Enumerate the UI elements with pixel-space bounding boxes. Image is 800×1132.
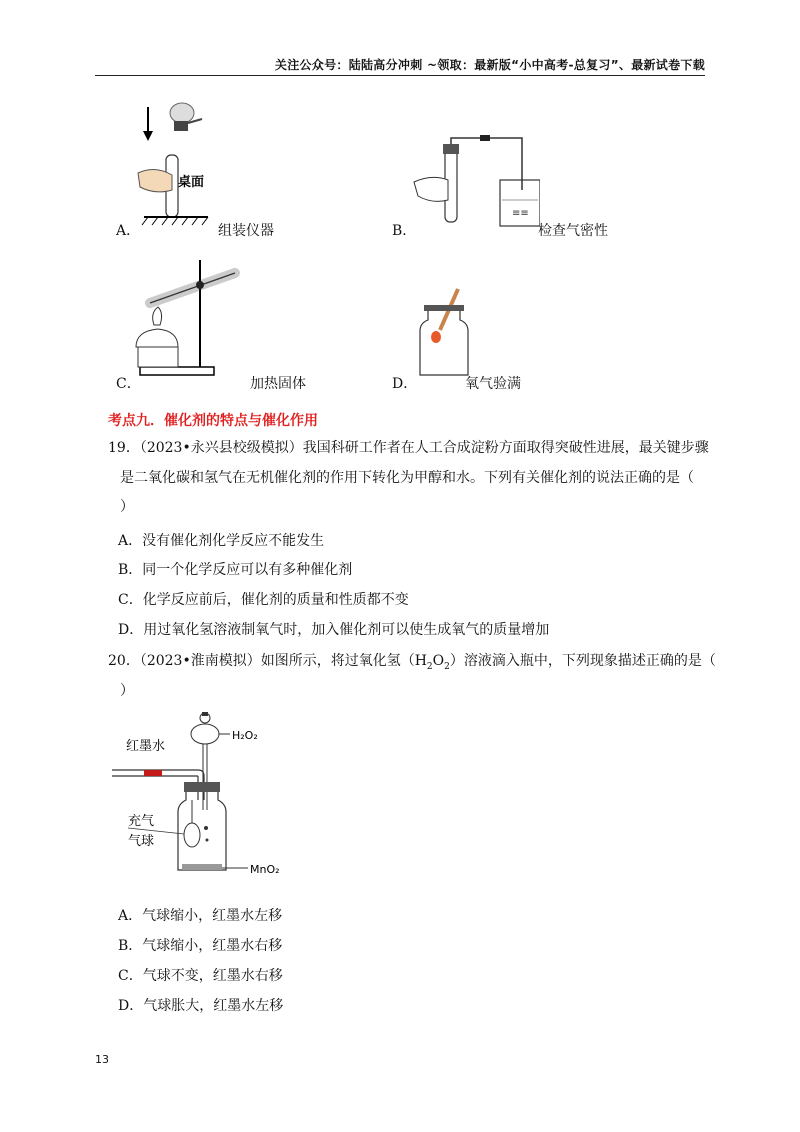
figure-a-assemble xyxy=(130,95,220,230)
header-rule xyxy=(95,75,705,76)
q19-line3: ） xyxy=(120,499,134,515)
label-red-ink: 红墨水 xyxy=(126,739,166,754)
figure-d-caption: 氧气验满 xyxy=(465,376,521,392)
figure-b-caption: 检查气密性 xyxy=(538,223,608,239)
figure-b-letter: B． xyxy=(392,223,417,239)
q20-suffix: ）溶液滴入瓶中，下列现象描述正确的是（ xyxy=(449,653,716,669)
q20-sub-2: 2 xyxy=(444,661,450,672)
figure-c-caption: 加热固体 xyxy=(250,376,306,392)
figure-c-heating xyxy=(130,255,250,380)
figure-d-oxygen-test xyxy=(410,285,480,380)
q20-option-c[interactable]: C．气球不变，红墨水右移 xyxy=(118,968,283,984)
page-header: 关注公众号：陆陆高分冲刺 ~领取：最新版“小中高考-总复习”、最新试卷下载 xyxy=(274,58,705,72)
q20-formula-h: H xyxy=(414,653,427,669)
figure-a-label: 桌面 xyxy=(178,175,205,190)
figure-a-caption: 组装仪器 xyxy=(218,223,274,239)
figure-c-letter: C． xyxy=(116,376,141,392)
figure-d-letter: D． xyxy=(392,376,418,392)
figure-a-letter: A． xyxy=(116,223,141,239)
label-balloon-1: 充气 xyxy=(128,814,155,829)
q20-apparatus-figure xyxy=(108,700,298,885)
q19-option-a[interactable]: A．没有催化剂化学反应不能发生 xyxy=(118,533,325,549)
label-h2o2: H₂O₂ xyxy=(232,729,258,742)
q20-line1 xyxy=(108,651,716,677)
label-mno2: MnO₂ xyxy=(250,863,280,876)
label-balloon-2: 气球 xyxy=(128,834,155,849)
page-number: 13 xyxy=(95,1053,109,1066)
svg-text:≡≡: ≡≡ xyxy=(512,208,529,219)
q20-option-b[interactable]: B．气球缩小，红墨水右移 xyxy=(118,938,283,954)
section-title: 考点九．催化剂的特点与催化作用 xyxy=(108,413,318,429)
q19-option-c[interactable]: C．化学反应前后，催化剂的质量和性质都不变 xyxy=(118,592,409,608)
q20-line2: ） xyxy=(120,683,134,699)
q20-prefix: 20．（2023•淮南模拟）如图所示，将过氧化氢（ xyxy=(108,653,415,669)
q20-sub-1: 2 xyxy=(426,661,433,672)
q19-line2: 是二氧化碳和氢气在无机催化剂的作用下转化为甲醇和水。下列有关催化剂的说法正确的是（ xyxy=(120,470,694,486)
q20-option-d[interactable]: D．气球胀大，红墨水左移 xyxy=(118,998,284,1014)
q19-option-b[interactable]: B．同一个化学反应可以有多种催化剂 xyxy=(118,562,353,578)
q20-option-a[interactable]: A．气球缩小，红墨水左移 xyxy=(118,908,283,924)
q19-option-d[interactable]: D．用过氧化氢溶液制氧气时，加入催化剂可以使生成氧气的质量增加 xyxy=(118,622,550,638)
figure-b-airtight xyxy=(410,130,540,230)
q19-line1: 19．（2023•永兴县校级模拟）我国科研工作者在人工合成淀粉方面取得突破性进展，最关键步骤 xyxy=(108,440,709,456)
q20-formula-o: O xyxy=(432,653,445,669)
